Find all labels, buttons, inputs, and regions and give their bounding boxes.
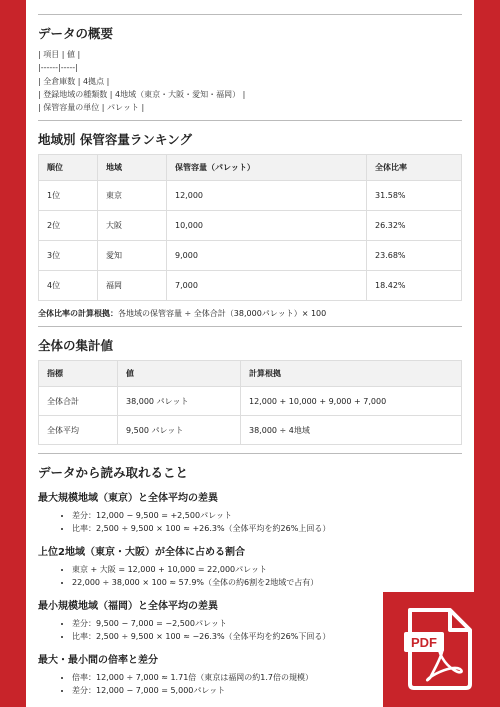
raw-line: | 登録地域の種類数 | 4地域（東京・大阪・愛知・福岡） |: [38, 89, 246, 99]
list-item: • 比率：2,500 ÷ 9,500 × 100 ≈ −26.3%（全体平均を約26%下回る）: [72, 630, 462, 643]
table-cell: 2位: [39, 211, 98, 241]
table-row: [39, 211, 462, 241]
table-cell: 31.58%: [367, 181, 462, 211]
ranking-title: 地域別 保管容量ランキング: [38, 132, 192, 148]
table-header-row: [39, 155, 462, 181]
divider: [38, 326, 462, 327]
table-header-row: [39, 361, 462, 387]
table-cell: 10,000: [167, 211, 367, 241]
table-cell: 12,000 + 10,000 + 9,000 + 7,000: [241, 387, 462, 416]
column-header: 保管容量（パレット）: [167, 155, 367, 181]
table-cell: 全体合計: [39, 387, 118, 416]
list-item: • 東京 + 大阪 = 12,000 + 10,000 = 22,000パレット: [72, 563, 462, 576]
table-cell: 9,500 パレット: [118, 416, 241, 445]
ranking-table: [38, 154, 462, 301]
pdf-label: PDF: [411, 635, 437, 650]
overview-title: データの概要: [38, 26, 114, 41]
raw-line: |------|-----|: [38, 63, 78, 73]
table-cell: 38,000 ÷ 4地域: [241, 416, 462, 445]
pdf-badge: [383, 592, 500, 707]
overview-raw-table: [38, 48, 462, 114]
column-header: 地域: [98, 155, 167, 181]
divider: [38, 14, 462, 15]
list-item: • 比率：2,500 ÷ 9,500 × 100 ≈ +26.3%（全体平均を約26%上回る）: [72, 522, 462, 535]
column-header: 計算根拠: [241, 361, 462, 387]
totals-table: [38, 360, 462, 445]
table-cell: 全体平均: [39, 416, 118, 445]
insight-heading: 上位2地域（東京・大阪）が全体に占める割合: [38, 547, 245, 559]
note-label: 全体比率の計算根拠：: [38, 309, 118, 319]
raw-line: | 全倉庫数 | 4拠点 |: [38, 76, 110, 86]
insight-list: [38, 563, 462, 589]
pdf-file-icon: [404, 608, 476, 690]
divider: [38, 453, 462, 454]
table-cell: 38,000 パレット: [118, 387, 241, 416]
insight-heading: 最大・最小間の倍率と差分: [38, 655, 158, 667]
table-row: [39, 416, 462, 445]
table-cell: 3位: [39, 241, 98, 271]
table-cell: 福岡: [98, 271, 167, 301]
raw-line: | 項目 | 値 |: [38, 50, 81, 59]
column-header: 指標: [39, 361, 118, 387]
list-item: • 差分：12,000 − 7,000 = 5,000パレット: [72, 684, 462, 697]
list-item: • 差分：9,500 − 7,000 = −2,500パレット: [72, 617, 462, 630]
table-cell: 18.42%: [367, 271, 462, 301]
insights-title: データから読み取れること: [38, 465, 189, 481]
table-row: [39, 241, 462, 271]
table-cell: 東京: [98, 181, 167, 211]
table-cell: 大阪: [98, 211, 167, 241]
column-header: 全体比率: [367, 155, 462, 181]
insight-heading: 最小規模地域（福岡）と全体平均の差異: [38, 601, 218, 613]
table-cell: 12,000: [167, 181, 367, 211]
list-item: • 倍率：12,000 ÷ 7,000 ≈ 1.71倍（東京は福岡の約1.7倍の規模）: [72, 671, 462, 684]
list-item: • 差分：12,000 − 9,500 = +2,500パレット: [72, 509, 462, 522]
table-cell: 26.32%: [367, 211, 462, 241]
totals-title: 全体の集計値: [38, 338, 114, 354]
table-cell: 1位: [39, 181, 98, 211]
table-row: [39, 387, 462, 416]
column-header: 順位: [39, 155, 98, 181]
list-item: • 22,000 ÷ 38,000 × 100 ≈ 57.9%（全体の約6割を2地域で占有）: [72, 576, 462, 589]
column-header: 値: [118, 361, 241, 387]
divider: [38, 120, 462, 121]
ratio-note: [38, 308, 462, 319]
insight-heading: 最大規模地域（東京）と全体平均の差異: [38, 493, 218, 505]
table-cell: 9,000: [167, 241, 367, 271]
table-row: [39, 271, 462, 301]
table-row: [39, 181, 462, 211]
raw-line: | 保管容量の単位 | パレット |: [38, 103, 145, 113]
table-cell: 7,000: [167, 271, 367, 301]
table-cell: 23.68%: [367, 241, 462, 271]
table-cell: 愛知: [98, 241, 167, 271]
table-cell: 4位: [39, 271, 98, 301]
note-text: 各地域の保管容量 ÷ 全体合計（38,000パレット）× 100: [118, 309, 327, 319]
insight-list: [38, 509, 462, 535]
